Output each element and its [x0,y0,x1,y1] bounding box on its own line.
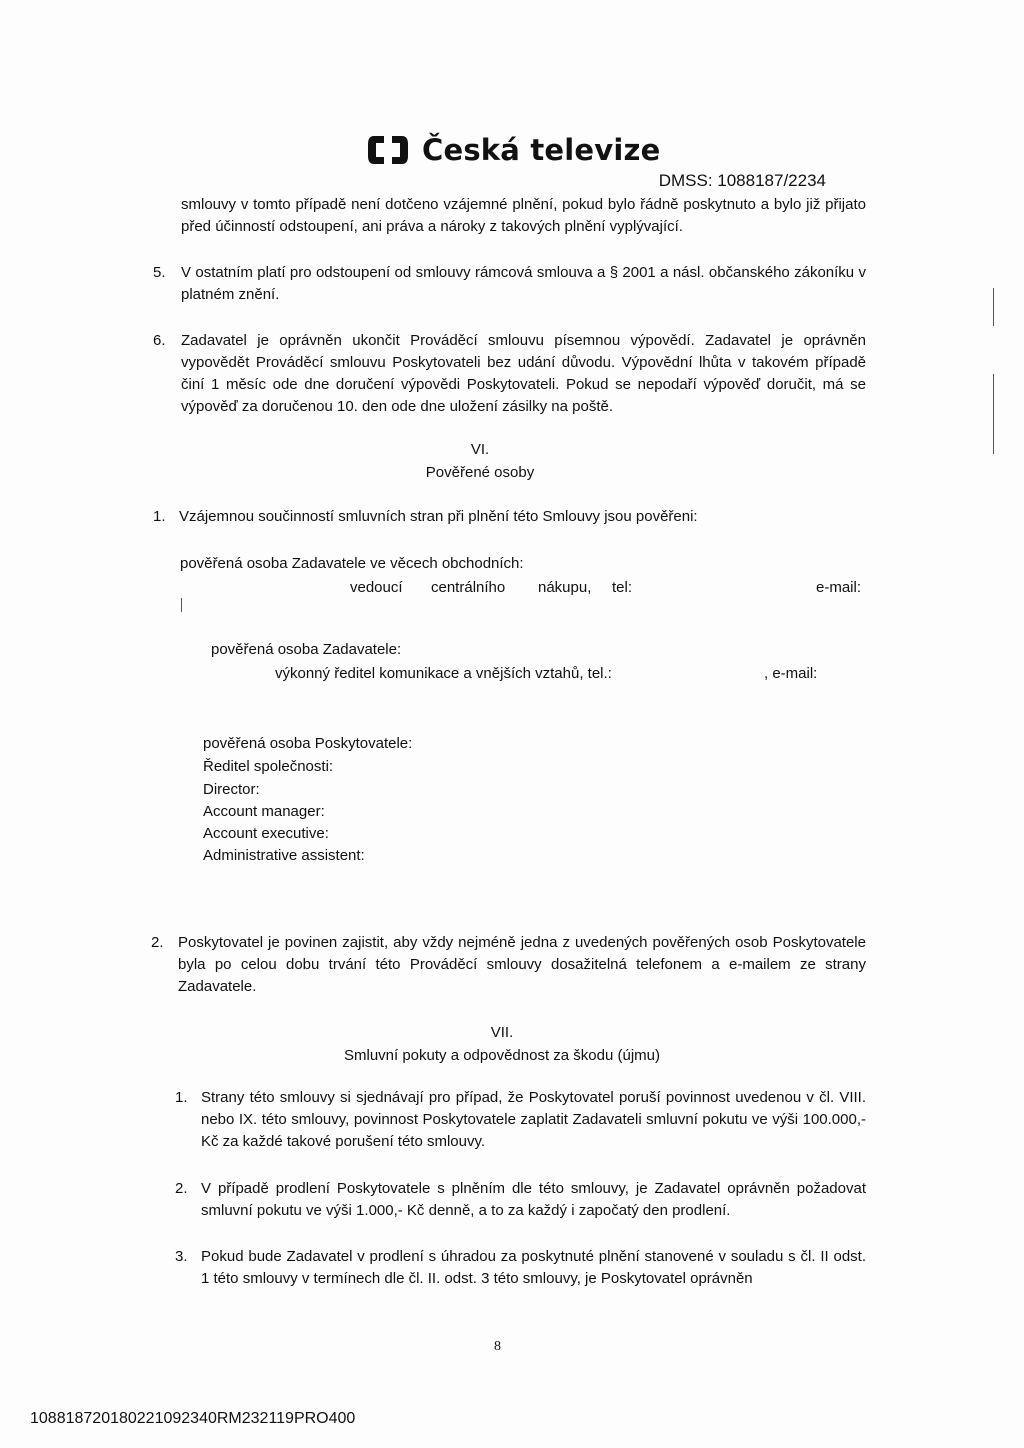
page-number: 8 [494,1339,501,1354]
contact-label: pověřená osoba Poskytovatele: [203,735,413,752]
item-text: Pokud bude Zadavatel v prodlení s úhradou za poskytnuté plnění stanovené v souladu s čl. II odst. 1 této smlouvy v termínech dle čl. II. odst. 3 této smlouvy, je Poskytovatel oprávněn [201,1248,866,1287]
scan-artifact-line [181,598,182,612]
contact-role: vedoucí [350,579,403,596]
item-text: V ostatním platí pro odstoupení od smlouvy rámcová smlouva a § 2001 a násl. občanského zákoníku v platném znění. [181,264,866,303]
contact-role: výkonný ředitel komunikace a vnějších vztahů, tel.: [275,665,612,682]
contact-role: nákupu, [538,579,592,596]
contact-row: Administrative assistent: [203,847,365,864]
contact-row: Ředitel společnosti: [203,758,334,775]
item-number: 6. [153,332,166,349]
ct-logo-icon [364,130,412,170]
intro-paragraph: smlouvy v tomto případě není dotčeno vzájemné plnění, pokud bylo řádně poskytnuto a bylo již přijato před účinností odstoupení, ani práva a nároky z takových plnění vyplývající. [181,196,866,235]
item-number: 3. [175,1248,188,1265]
contact-role: centrálního [431,579,506,596]
section-number: VII. [490,1024,514,1041]
contact-label: pověřená osoba Zadavatele ve věcech obchodních: [180,555,524,572]
document-id: DMSS: 1088187/2234 [658,171,826,190]
contact-row: Account manager: [203,803,325,820]
footer-code: 108818720180221092340RM232119PRO400 [30,1410,356,1427]
logo-text: Česká televize [422,133,661,167]
contact-label: pověřená osoba Zadavatele: [211,641,402,658]
item-number: 5. [153,264,166,281]
section-title: Pověřené osoby [425,464,535,481]
czech-tv-logo [364,130,661,170]
item-text: V případě prodlení Poskytovatele s plněním dle této smlouvy, je Zadavatel oprávněn požadovat smluvní pokutu ve výši 1.000,- Kč denně, a to za každý i započatý den prodlení. [201,1180,866,1219]
contact-email-label: e-mail: [816,579,862,596]
item-number: 1. [175,1089,188,1106]
item-number: 2. [151,934,164,951]
item-text: Strany této smlouvy si sjednávají pro případ, že Poskytovatel poruší povinnost uvedenou v čl. VIII. nebo IX. této smlouvy, povinnost Poskytovatele zaplatit Zadavateli smluvní pokutu ve výši 100.000,- Kč za každé takové porušení této smlouvy. [201,1089,866,1150]
item-text: Poskytovatel je povinen zajistit, aby vždy nejméně jedna z uvedených pověřených osob Poskytovatele byla po celou dobu trvání této Prováděcí smlouvy dosažitelná telefonem a e-mailem ze strany Zadavatele. [178,934,866,995]
contact-row: Director: [203,781,260,798]
contact-email-label: , e-mail: [764,665,818,682]
item-text: Vzájemnou součinností smluvních stran při plnění této Smlouvy jsou pověřeni: [179,508,698,525]
section-title: Smluvní pokuty a odpovědnost za škodu (újmu) [343,1047,660,1064]
item-number: 2. [175,1180,188,1197]
scan-artifact-line [993,288,994,326]
section-number: VI. [470,441,490,458]
contact-row: Account executive: [203,825,329,842]
item-text: Zadavatel je oprávněn ukončit Prováděcí smlouvu písemnou výpovědí. Zadavatel je oprávněn vypovědět Prováděcí smlouvu Poskytovateli bez udání důvodu. Výpovědní lhůta v takovém případě činí 1 měsíc ode dne doručení výpovědi Poskytovateli. Pokud se nepodaří výpověď doručit, má se výpověď za doručenou 10. den ode dne uložení zásilky na poště. [181,332,866,415]
contact-tel-label: tel: [612,579,633,596]
scan-artifact-line [993,374,994,454]
item-number: 1. [153,508,166,525]
